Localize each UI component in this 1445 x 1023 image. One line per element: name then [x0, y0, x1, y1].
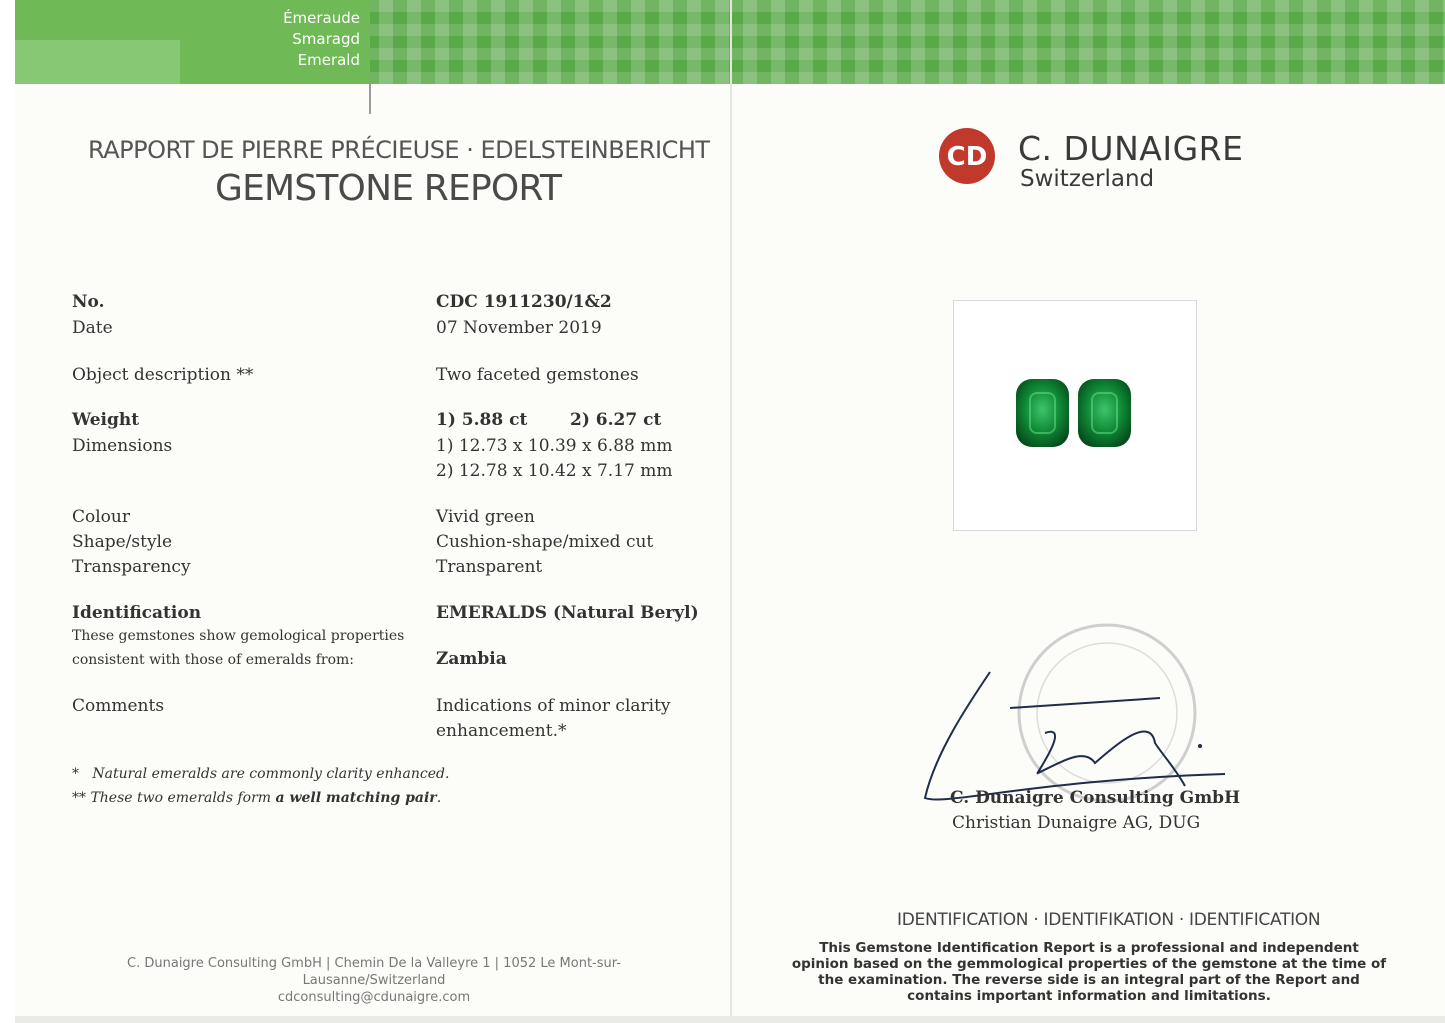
- note2-mark: **: [72, 790, 86, 806]
- signature-company: C. Dunaigre Consulting GmbH: [950, 788, 1241, 808]
- cd-logo-icon: [938, 127, 996, 185]
- bottom-edge: [15, 1016, 1445, 1023]
- identification-heading: IDENTIFICATION · IDENTIFIKATION · IDENTIFICATION: [897, 910, 1321, 930]
- page-fold: [730, 0, 732, 1016]
- date-value: 07 November 2019: [436, 318, 602, 338]
- footer-address-block: [70, 955, 678, 1006]
- logo-text: CD: [946, 142, 988, 172]
- weight-1-value: 1) 5.88 ct: [436, 410, 528, 430]
- identification-label: Identification: [72, 603, 202, 623]
- note1-mark: *: [72, 766, 79, 782]
- note-clarity: [72, 766, 449, 782]
- origin-text-line2: consistent with those of emeralds from:: [72, 652, 354, 668]
- shape-label: Shape/style: [72, 532, 173, 552]
- language-de: Smaragd: [292, 30, 360, 48]
- brand-name: C. DUNAIGRE: [1018, 129, 1244, 168]
- signature-person: Christian Dunaigre AG, DUG: [952, 813, 1201, 833]
- note2-text-b: a well matching pair: [275, 790, 437, 806]
- note2-text-c: .: [436, 790, 442, 806]
- note2-text-a: These two emeralds form: [90, 790, 272, 806]
- divider-line: [369, 84, 371, 114]
- footer-email: cdconsulting@cdunaigre.com: [277, 990, 471, 1005]
- colour-label: Colour: [72, 507, 130, 527]
- weight-label: Weight: [72, 410, 140, 430]
- language-labels: [283, 8, 360, 71]
- footer-address: C. Dunaigre Consulting GmbH | Chemin De la Valleyre 1 | 1052 Le Mont-sur-Lausanne/Switzerland: [127, 956, 621, 988]
- origin-value: Zambia: [436, 649, 507, 669]
- language-fr: Émeraude: [283, 9, 360, 27]
- report-subtitle: RAPPORT DE PIERRE PRÉCIEUSE · EDELSTEINBERICHT: [88, 136, 710, 164]
- comments-value-line2: enhancement.*: [436, 721, 567, 741]
- dimensions-label: Dimensions: [72, 436, 173, 456]
- identification-value: EMERALDS (Natural Beryl): [436, 603, 699, 623]
- banner-light-block: [15, 40, 180, 84]
- weight-2-value: 2) 6.27 ct: [570, 410, 662, 430]
- comments-label: Comments: [72, 696, 165, 716]
- dimensions-2-value: 2) 12.78 x 10.42 x 7.17 mm: [436, 461, 673, 481]
- date-label: Date: [72, 318, 113, 338]
- colour-value: Vivid green: [436, 507, 535, 527]
- number-value: CDC 1911230/1&2: [436, 292, 612, 312]
- number-label: No.: [72, 292, 105, 312]
- transparency-label: Transparency: [72, 557, 191, 577]
- identification-disclaimer: This Gemstone Identification Report is a professional and independent opinion based on the gemmological properties of the gemstone at the time of the examination. The reverse side is an integral part of the Report and contains important information and limitations.: [791, 940, 1387, 1004]
- gemstone-photo: [953, 300, 1197, 531]
- report-title: GEMSTONE REPORT: [215, 168, 562, 209]
- emerald-1-icon: [1016, 379, 1069, 447]
- comments-value-line1: Indications of minor clarity: [436, 696, 671, 716]
- transparency-value: Transparent: [436, 557, 543, 577]
- object-description-value: Two faceted gemstones: [436, 365, 639, 385]
- language-en: Emerald: [297, 51, 360, 69]
- note1-text: Natural emeralds are commonly clarity enhanced.: [92, 766, 450, 782]
- origin-text-line1: These gemstones show gemological properties: [72, 628, 405, 644]
- emerald-pair-image: [954, 301, 1196, 530]
- emerald-2-icon: [1078, 379, 1131, 447]
- note-pair: [72, 790, 441, 806]
- dimensions-1-value: 1) 12.73 x 10.39 x 6.88 mm: [436, 436, 673, 456]
- object-description-label: Object description **: [72, 365, 254, 385]
- brand-country: Switzerland: [1020, 166, 1155, 192]
- shape-value: Cushion-shape/mixed cut: [436, 532, 654, 552]
